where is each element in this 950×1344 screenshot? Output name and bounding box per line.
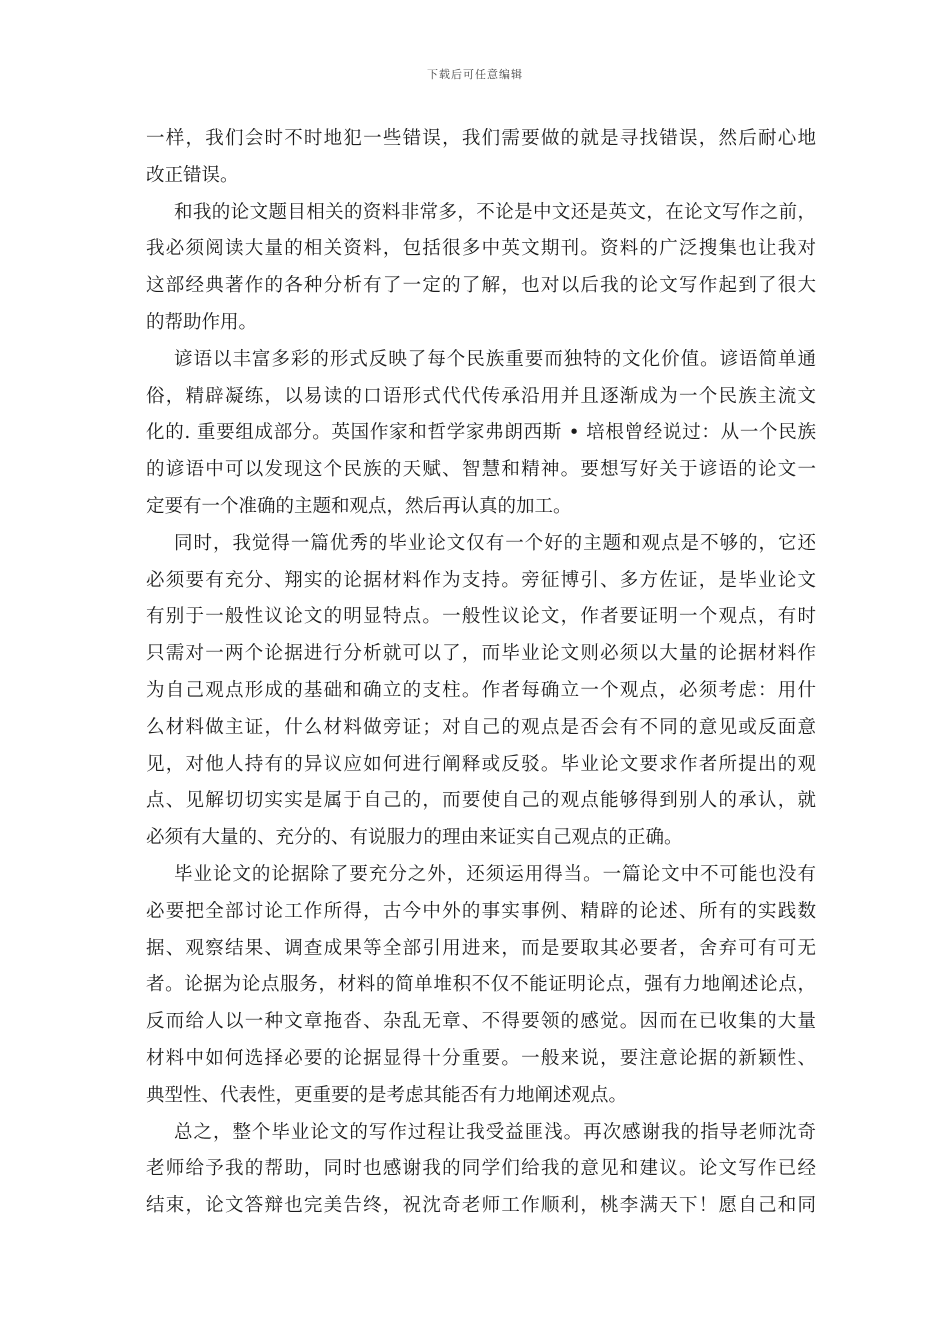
text-line: 么材料做主证，什么材料做旁证；对自己的观点是否会有不同的意见或反面意 — [146, 716, 816, 738]
text-line: 一样，我们会时不时地犯一些错误，我们需要做的就是寻找错误，然后耐心地 — [146, 128, 816, 149]
text-line: 俗，精辟凝练，以易读的口语形式代代传承沿用并且逐渐成为一个民族主流文 — [146, 385, 816, 407]
body-text — [146, 121, 816, 1225]
text-line: 这部经典著作的各种分析有了一定的了解，也对以后我的论文写作起到了很大 — [146, 275, 816, 297]
paragraph — [146, 1115, 816, 1225]
text-line: 化的. 重要组成部分。英国作家和哲学家弗朗西斯 • 培根曾经说过：从一个民族 — [146, 422, 816, 444]
text-line: 典型性、代表性，更重要的是考虑其能否有力地阐述观点。 — [146, 1084, 628, 1106]
text-line: 点、见解切切实实是属于自己的，而要使自己的观点能够得到别人的承认，就 — [146, 790, 816, 812]
text-line: 结束，论文答辩也完美告终，祝沈奇老师工作顺利，桃李满天下！愿自己和同 — [146, 1195, 816, 1217]
text-line: 老师给予我的帮助，同时也感谢我的同学们给我的意见和建议。论文写作已经 — [146, 1158, 816, 1180]
text-line: 据、观察结果、调查成果等全部引用进来，而是要取其必要者，舍弃可有可无 — [146, 937, 816, 959]
text-line: 我必须阅读大量的相关资料，包括很多中英文期刊。资料的广泛搜集也让我对 — [146, 238, 816, 260]
paragraph — [146, 342, 816, 526]
text-line: 定要有一个准确的主题和观点，然后再认真的加工。 — [146, 495, 572, 517]
text-line: 者。论据为论点服务，材料的简单堆积不仅不能证明论点，强有力地阐述论点， — [146, 974, 816, 996]
text-line: 只需对一两个论据进行分析就可以了，而毕业论文则必须以大量的论据材料作 — [146, 643, 816, 665]
text-line: 和我的论文题目相关的资料非常多，不论是中文还是英文，在论文写作之前， — [174, 201, 816, 223]
paragraph — [146, 121, 816, 195]
text-line: 毕业论文的论据除了要充分之外，还须运用得当。一篇论文中不可能也没有 — [174, 863, 816, 885]
text-line: 必要把全部讨论工作所得，古今中外的事实事例、精辟的论述、所有的实践数 — [146, 900, 816, 922]
paragraph — [146, 526, 816, 857]
text-line: 同时，我觉得一篇优秀的毕业论文仅有一个好的主题和观点是不够的，它还 — [174, 532, 816, 554]
text-line: 为自己观点形成的基础和确立的支柱。作者每确立一个观点，必须考虑：用什 — [146, 679, 816, 701]
paragraph — [146, 857, 816, 1115]
paragraph — [146, 195, 816, 342]
text-line: 总之，整个毕业论文的写作过程让我受益匪浅。再次感谢我的指导老师沈奇 — [174, 1121, 816, 1143]
text-line: 必须有大量的、充分的、有说服力的理由来证实自己观点的正确。 — [146, 827, 683, 849]
text-line: 改正错误。 — [146, 164, 239, 186]
text-line: 的谚语中可以发现这个民族的天赋、智慧和精神。要想写好关于谚语的论文一 — [146, 459, 816, 481]
text-line: 见，对他人持有的异议应如何进行阐释或反驳。毕业论文要求作者所提出的观 — [146, 753, 816, 775]
text-line: 的帮助作用。 — [146, 311, 258, 333]
text-line: 必须要有充分、翔实的论据材料作为支持。旁征博引、多方佐证，是毕业论文 — [146, 569, 816, 591]
text-line: 有别于一般性议论文的明显特点。一般性议论文，作者要证明一个观点，有时 — [146, 606, 816, 628]
text-line: 谚语以丰富多彩的形式反映了每个民族重要而独特的文化价值。谚语简单通 — [174, 348, 816, 370]
text-line: 材料中如何选择必要的论据显得十分重要。一般来说，要注意论据的新颖性、 — [146, 1047, 816, 1069]
page-header: 下载后可任意编辑 — [427, 68, 523, 81]
text-line: 反而给人以一种文章拖沓、杂乱无章、不得要领的感觉。因而在已收集的大量 — [146, 1011, 816, 1033]
